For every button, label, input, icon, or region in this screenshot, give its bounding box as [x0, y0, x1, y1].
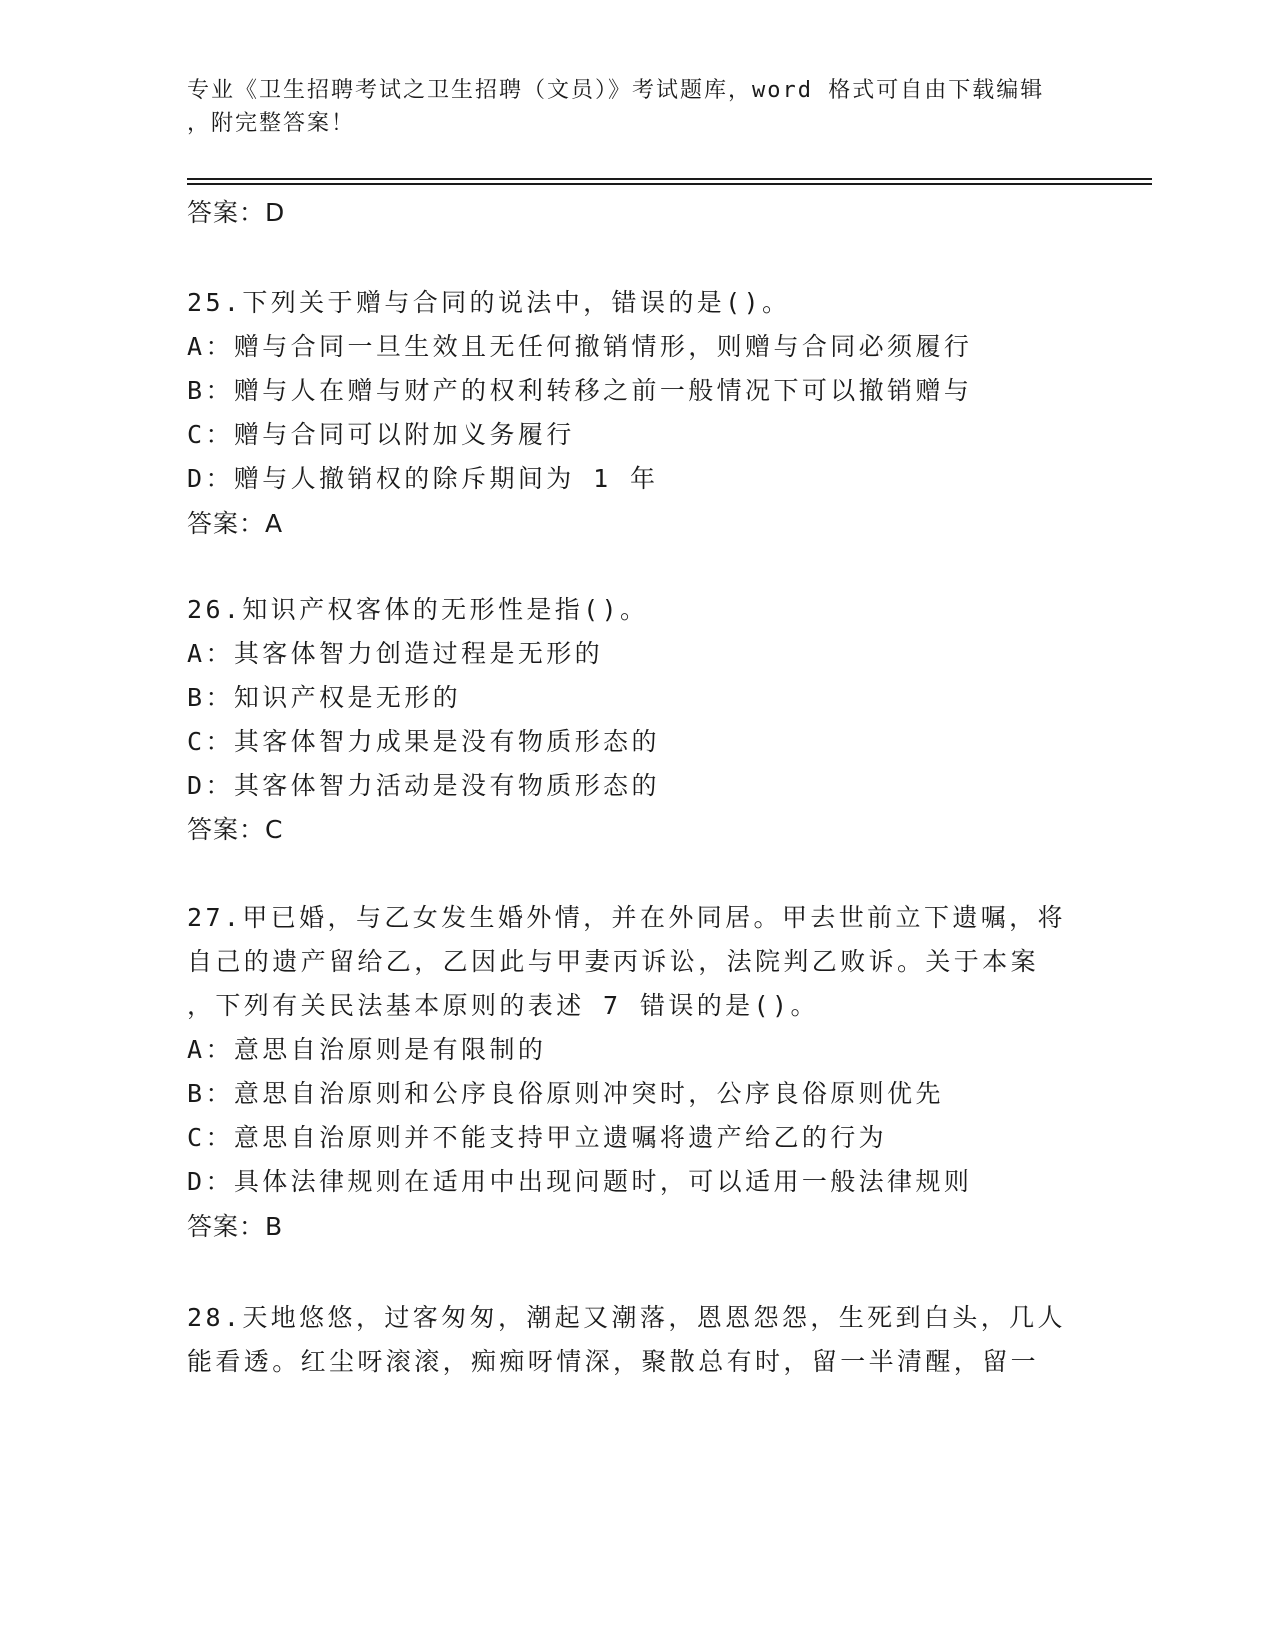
question-stem-line-2: 自己的遗产留给乙，乙因此与甲妻丙诉讼，法院判乙败诉。关于本案: [187, 947, 1040, 976]
question-stem: 25.下列关于赠与合同的说法中，错误的是()。: [187, 288, 791, 317]
answer: 答案：A: [187, 509, 284, 538]
option-c: C：赠与合同可以附加义务履行: [187, 420, 575, 449]
answer: 答案：C: [187, 815, 284, 844]
option-d: D：具体法律规则在适用中出现问题时，可以适用一般法律规则: [187, 1167, 973, 1196]
question-stem-line-2: 能看透。红尘呀滚滚，痴痴呀情深，聚散总有时，留一半清醒，留一: [187, 1347, 1040, 1376]
document-header: [187, 74, 1067, 140]
question-stem-line-1: 27.甲已婚，与乙女发生婚外情，并在外同居。甲去世前立下遗嘱，将: [187, 903, 1066, 932]
header-line-1: 专业《卫生招聘考试之卫生招聘（文员）》考试题库，word 格式可自由下载编辑: [187, 78, 1045, 103]
option-a: A：赠与合同一旦生效且无任何撤销情形，则赠与合同必须履行: [187, 332, 973, 361]
header-divider-bottom: [187, 183, 1152, 185]
option-a: A：意思自治原则是有限制的: [187, 1035, 547, 1064]
option-b: B：知识产权是无形的: [187, 683, 462, 712]
option-c: C：其客体智力成果是没有物质形态的: [187, 727, 660, 756]
option-d: D：其客体智力活动是没有物质形态的: [187, 771, 660, 800]
option-d: D：赠与人撤销权的除斥期间为 1 年: [187, 464, 659, 493]
header-divider-top: [187, 178, 1152, 180]
option-b: B：赠与人在赠与财产的权利转移之前一般情况下可以撤销赠与: [187, 376, 973, 405]
question-stem-line-3: ，下列有关民法基本原则的表述 7 错误的是()。: [187, 991, 819, 1020]
option-c: C：意思自治原则并不能支持甲立遗嘱将遗产给乙的行为: [187, 1123, 888, 1152]
option-b: B：意思自治原则和公序良俗原则冲突时，公序良俗原则优先: [187, 1079, 944, 1108]
question-stem: 26.知识产权客体的无形性是指()。: [187, 595, 649, 624]
option-a: A：其客体智力创造过程是无形的: [187, 639, 604, 668]
question-stem-line-1: 28.天地悠悠，过客匆匆，潮起又潮落，恩恩怨怨，生死到白头，几人: [187, 1303, 1066, 1332]
header-line-2: ，附完整答案！: [187, 111, 356, 136]
previous-answer: 答案：D: [187, 198, 286, 227]
answer: 答案：B: [187, 1212, 284, 1241]
